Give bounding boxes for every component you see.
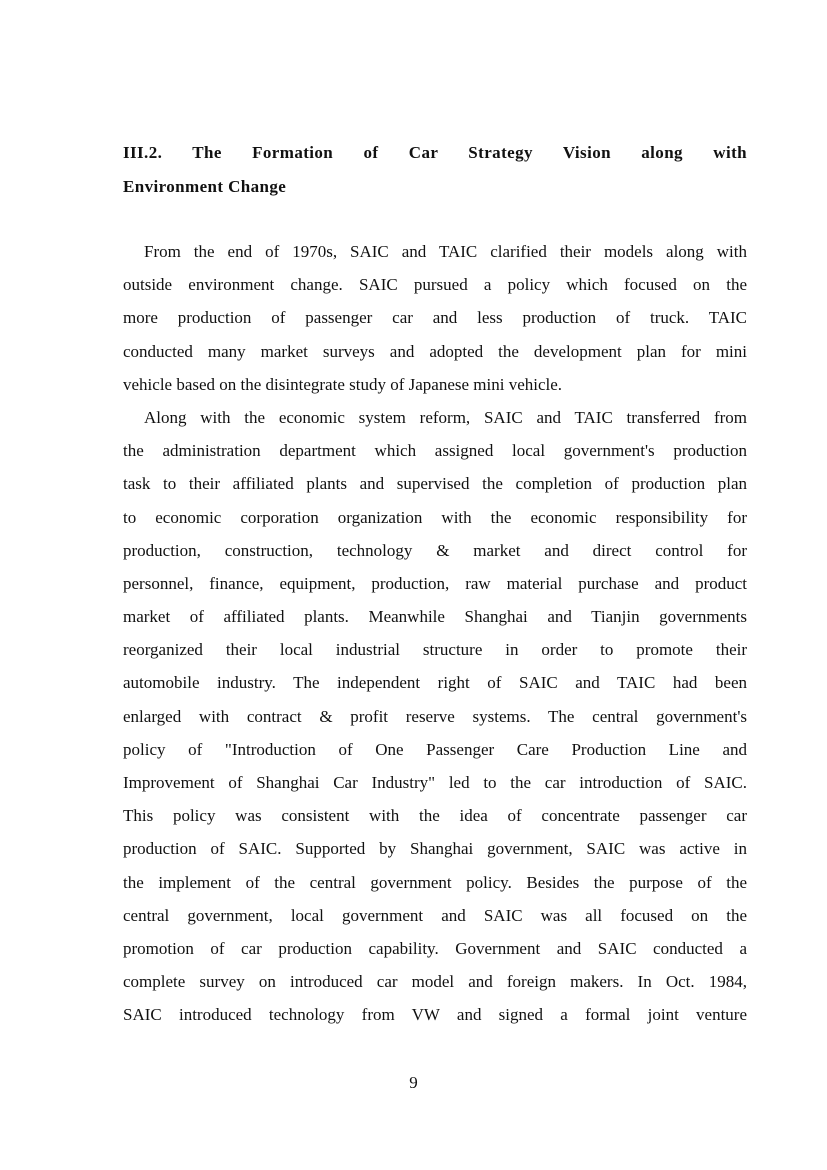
paragraph-1-line-3: more production of passenger car and less production of truck. TAIC <box>123 308 747 328</box>
paragraph-2-line-14: production of SAIC. Supported by Shanghai government, SAIC was active in <box>123 839 747 859</box>
paragraph-2-line-19: SAIC introduced technology from VW and signed a formal joint venture <box>123 1005 747 1025</box>
paragraph-2-line-6: personnel, finance, equipment, production, raw material purchase and product <box>123 573 747 593</box>
paragraph-2-line-9: automobile industry. The independent right of SAIC and TAIC had been <box>123 673 747 693</box>
paragraph-2-line-17: promotion of car production capability. Government and SAIC conducted a <box>123 938 747 958</box>
paragraph-2-line-13: This policy was consistent with the idea of concentrate passenger car <box>123 806 747 826</box>
paragraph-2-line-3: task to their affiliated plants and supervised the completion of production plan <box>123 474 747 494</box>
paragraph-1-line-2: outside environment change. SAIC pursued a policy which focused on the <box>123 275 747 295</box>
section-heading-line-1: III.2. The Formation of Car Strategy Vision along with <box>123 143 747 162</box>
paragraph-2-line-7: market of affiliated plants. Meanwhile Shanghai and Tianjin governments <box>123 607 747 627</box>
paragraph-1-line-1: From the end of 1970s, SAIC and TAIC clarified their models along with <box>144 242 747 261</box>
paragraph-2-line-1: Along with the economic system reform, SAIC and TAIC transferred from <box>144 407 747 427</box>
paragraph-2-line-16: central government, local government and SAIC was all focused on the <box>123 905 747 925</box>
paragraph-2-line-12: Improvement of Shanghai Car Industry" led to the car introduction of SAIC. <box>123 773 747 792</box>
paragraph-2-line-4: to economic corporation organization with the economic responsibility for <box>123 507 747 527</box>
paragraph-2-line-2: the administration department which assigned local government's production <box>123 441 747 461</box>
paragraph-2-line-5: production, construction, technology & market and direct control for <box>123 540 747 560</box>
paragraph-2-line-10: enlarged with contract & profit reserve systems. The central government's <box>123 706 747 726</box>
paragraph-1-line-4: conducted many market surveys and adopted the development plan for mini <box>123 341 747 361</box>
body-text <box>123 240 747 1037</box>
paragraph-2-line-8: reorganized their local industrial structure in order to promote their <box>123 640 747 660</box>
paragraph-2-line-18: complete survey on introduced car model and foreign makers. In Oct. 1984, <box>123 972 747 992</box>
paragraph-2-line-11: policy of "Introduction of One Passenger Care Production Line and <box>123 739 747 759</box>
section-heading-line-2: Environment Change <box>123 177 287 196</box>
paragraph-2-line-15: the implement of the central government policy. Besides the purpose of the <box>123 872 747 892</box>
page-number: 9 <box>409 1073 418 1092</box>
paragraph-1-line-5: vehicle based on the disintegrate study of Japanese mini vehicle. <box>123 374 563 394</box>
